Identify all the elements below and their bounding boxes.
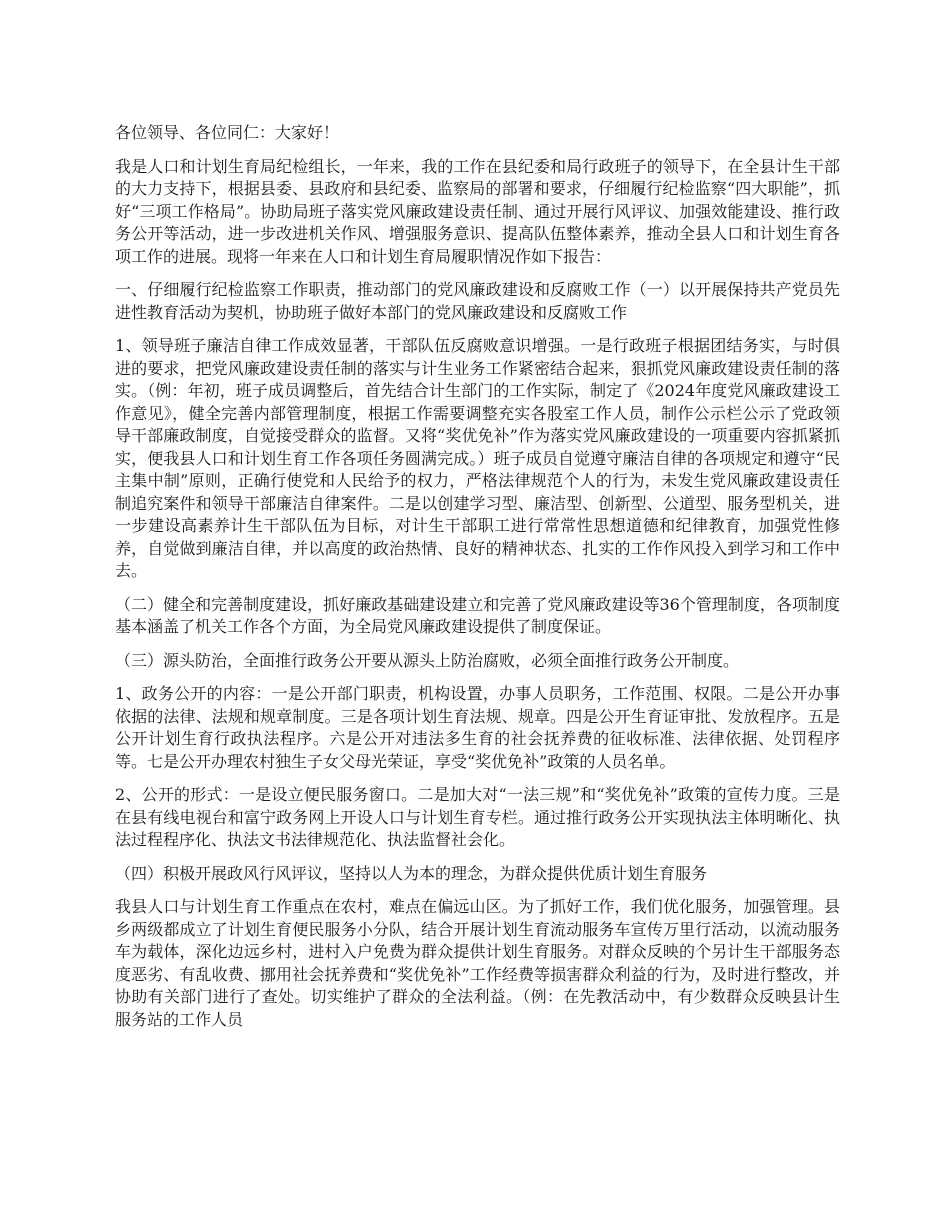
disclosure-form-paragraph: 2、公开的形式：一是设立便民服务窗口。二是加大对“一法三规”和“奖优免补”政策的宣传力度。三是在县有线电视台和富宁政务网上开设人口与计划生育专栏。通过推行政务公开实现执法主体明晰化、执法过程程序化、执法文书法律规范化、执法监督社会化。	[115, 785, 840, 849]
leadership-paragraph: 1、领导班子廉洁自律工作成效显著，干部队伍反腐败意识增强。一是行政班子根据团结务实，与时俱进的要求，把党风廉政建设责任制的落实与计生业务工作紧密结合起来，狠抓党风廉政建设责任制的落实。（例：年初，班子成员调整后，首先结合计生部门的工作实际，制定了《2024年度党风廉政建设工作意见》，健全完善内部管理制度，根据工作需要调整充实各股室工作人员，制作公示栏公示了党政领导干部廉政制度，自觉接受群众的监督。又将“奖优免补”作为落实党风廉政建设的一项重要内容抓紧抓实，便我县人口和计划生育工作各项任务圆满完成。）班子成员自觉遵守廉洁自律的各项规定和遵守“民主集中制”原则，正确行使党和人民给予的权力，严格法律规范个人的行为，未发生党风廉政建设责任制追究案件和领导干部廉洁自律案件。二是以创建学习型、廉洁型、创新型、公道型、服务型机关，进一步建设高素养计生干部队伍为目标，对计生干部职工进行常常性思想道德和纪律教育，加强党性修养，自觉做到廉洁自律，并以高度的政治热情、良好的精神状态、扎实的工作作风投入到学习和工作中去。	[115, 336, 840, 580]
system-building-paragraph: （二）健全和完善制度建设，抓好廉政基础建设建立和完善了党风廉政建设等36个管理制度，各项制度基本涵盖了机关工作各个方面，为全局党风廉政建设提供了制度保证。	[115, 594, 840, 636]
disclosure-content-paragraph: 1、政务公开的内容：一是公开部门职责，机构设置，办事人员职务，工作范围、权限。二是公开办事依据的法律、法规和规章制度。三是各项计划生育法规、规章。四是公开生育证审批、发放程序。五是公开计划生育行政执法程序。六是公开对违法多生育的社会抚养费的征收标准、法律依据、处罚程序等。七是公开办理农村独生子女父母光荣证，享受“奖优免补”政策的人员名单。	[115, 684, 840, 771]
document-body	[115, 122, 840, 1042]
intro-paragraph: 我是人口和计划生育局纪检组长，一年来，我的工作在县纪委和局行政班子的领导下，在全县计生干部的大力支持下，根据县委、县政府和县纪委、监察局的部署和要求，仔细履行纪检监察“四大职能”，抓好“三项工作格局”。协助局班子落实党风廉政建设责任制、通过开展行风评议、加强效能建设、推行政务公开等活动，进一步改进机关作风、增强服务意识、提高队伍整体素养，推动全县人口和计划生育各项工作的进展。现将一年来在人口和计划生育局履职情况作如下报告：	[115, 156, 840, 266]
evaluation-heading: （四）积极开展政风行风评议，坚持以人为本的理念，为群众提供优质计划生育服务	[115, 863, 708, 883]
rural-service-paragraph: 我县人口与计划生育工作重点在农村，难点在偏远山区。为了抓好工作，我们优化服务，加强管理。县乡两级都成立了计划生育便民服务小分队，结合开展计划生育流动服务车宣传万里行活动，以流动服务车为载体，深化边远乡村，进村入户免费为群众提供计划生育服务。对群众反映的个另计生干部服务态度恶劣、有乱收费、挪用社会抚养费和“奖优免补”工作经费等损害群众利益的行为，及时进行整改，并协助有关部门进行了查处。切实维护了群众的全法利益。（例：在先教活动中，有少数群众反映县计生服务站的工作人员	[115, 897, 840, 1029]
greeting-paragraph: 各位领导、各位同仁：大家好！	[115, 123, 340, 142]
source-prevention-paragraph: （三）源头防治，全面推行政务公开要从源头上防治腐败，必须全面推行政务公开制度。	[115, 650, 740, 670]
section-one-heading: 一、仔细履行纪检监察工作职责，推动部门的党风廉政建设和反腐败工作（一）以开展保持共产党员先进性教育活动为契机，协助班子做好本部门的党风廉政建设和反腐败工作	[115, 280, 840, 322]
